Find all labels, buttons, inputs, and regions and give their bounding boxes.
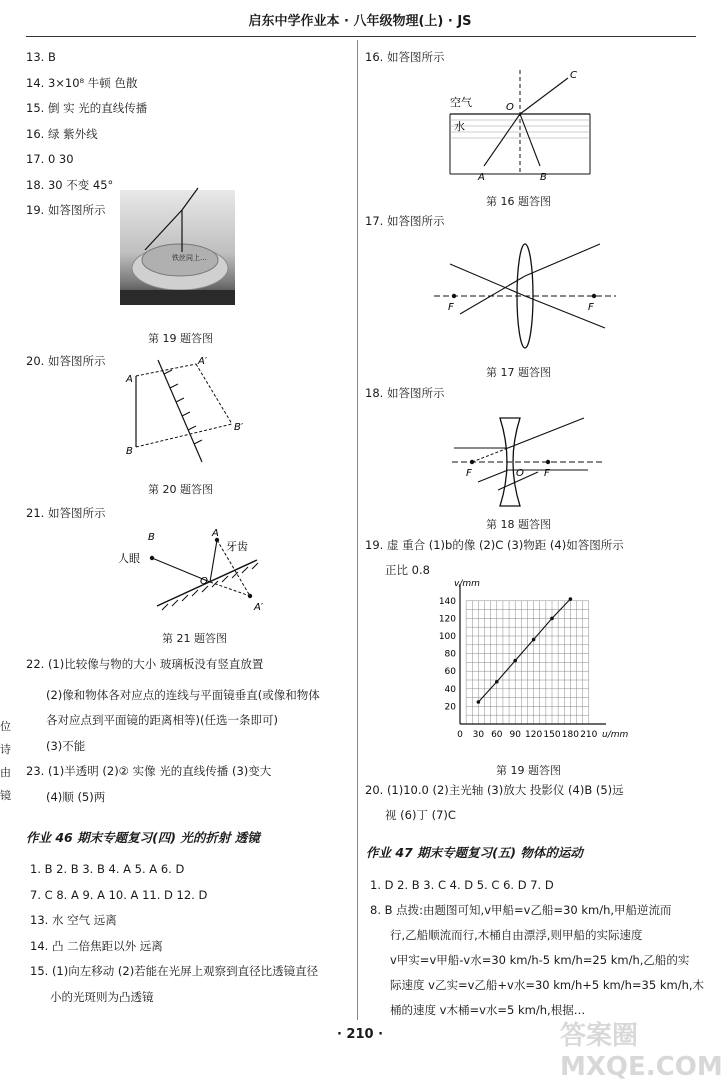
line-l46_14: 14. 凸 二倍焦距以外 远离 <box>30 939 163 953</box>
line-l13: 13. B <box>26 50 56 64</box>
side-mark: 由 <box>0 766 11 779</box>
section-title-s46: 作业 46 期末专题复习(四) 光的折射 透镜 <box>26 830 260 845</box>
line-r18: 18. 如答图所示 <box>365 386 445 400</box>
fig21-caption: 第 21 题答图 <box>162 632 227 645</box>
side-mark: 位 <box>0 720 11 733</box>
chart-x-tick-label: 60 <box>491 730 503 740</box>
header-rule <box>26 36 696 37</box>
fig19-caption: 第 19 题答图 <box>148 332 213 345</box>
fig16-diagram <box>440 66 600 184</box>
fig19r-caption: 第 19 题答图 <box>496 764 561 777</box>
chart-data-point <box>495 680 499 684</box>
line-l18: 18. 30 不变 45° <box>26 178 114 192</box>
line-r19b: 正比 0.8 <box>385 563 430 577</box>
chart-x-tick-label: 120 <box>525 730 543 740</box>
chart-data-point <box>532 638 536 642</box>
chart-y-tick-label: 100 <box>438 632 456 642</box>
fig21-label-eye: 人眼 <box>118 552 140 565</box>
fig17-label-f1: F <box>448 302 454 313</box>
fig17-caption: 第 17 题答图 <box>486 366 551 379</box>
line-l46_15a: 15. (1)向左移动 (2)若能在光屏上观察到直径比透镜直径 <box>30 964 319 978</box>
line-r20b: 视 (6)丁 (7)C <box>385 808 456 822</box>
line-l22c: 各对应点到平面镜的距离相等)(任选一条即可) <box>46 713 278 727</box>
fig20-label-a: A <box>126 374 133 385</box>
page-header: 启东中学作业本 · 八年级物理(上) · JS <box>248 14 472 29</box>
chart-y-tick-label: 60 <box>444 667 456 678</box>
fig18-label-o: O <box>516 468 524 479</box>
line-l22d: (3)不能 <box>46 739 86 753</box>
fig16-label-b: B <box>540 172 547 183</box>
fig16-label-a: A <box>478 172 485 183</box>
chart-x-tick-label: 30 <box>472 730 485 740</box>
line-l19: 19. 如答图所示 <box>26 203 106 217</box>
fig18-diagram <box>448 410 608 510</box>
line-r47_1: 1. D 2. B 3. C 4. D 5. C 6. D 7. D <box>370 878 554 892</box>
fig20-diagram <box>120 352 260 467</box>
fig16-label-water: 水 <box>454 120 465 133</box>
fig19-photo-overlay <box>120 190 235 305</box>
line-l22a: 22. (1)比较像与物的大小 玻璃板没有竖直放置 <box>26 657 264 671</box>
chart-y-tick-label: 20 <box>444 702 456 713</box>
fig21-label-a: A <box>212 528 219 539</box>
fig20-caption: 第 20 题答图 <box>148 483 213 496</box>
fig16-label-air: 空气 <box>450 96 472 109</box>
line-l46_7: 7. C 8. A 9. A 10. A 11. D 12. D <box>30 888 208 902</box>
fig21-label-b: B <box>148 532 155 543</box>
chart-data-point <box>550 617 554 621</box>
fig17-label-f2: F <box>588 302 594 313</box>
fig20-label-b: B <box>126 446 133 457</box>
chart-data-point <box>513 659 517 663</box>
chart-x-tick-label: 90 <box>509 730 521 740</box>
line-l23a: 23. (1)半透明 (2)② 实像 光的直线传播 (3)变大 <box>26 764 272 778</box>
chart-y-tick-label: 140 <box>438 596 456 607</box>
watermark-text: 答案圈 MXQE.COM <box>560 1021 723 1082</box>
line-r47_8a: 8. B 点拨:由题图可知,v甲船=v乙船=30 km/h,甲船逆流而 <box>370 903 672 917</box>
chart-data-point <box>477 700 481 704</box>
fig18-caption: 第 18 题答图 <box>486 518 551 531</box>
fig18-label-f1: F <box>466 468 472 479</box>
chart-series-line <box>478 599 570 702</box>
fig21-label-o: O <box>200 576 208 587</box>
fig19-chart <box>420 579 630 746</box>
chart-x-tick-label: 0 <box>457 730 463 740</box>
chart-y-tick-label: 120 <box>438 614 456 625</box>
section-title-s47: 作业 47 期末专题复习(五) 物体的运动 <box>366 845 583 860</box>
line-r17: 17. 如答图所示 <box>365 214 445 228</box>
side-mark: 镜 <box>0 789 11 802</box>
chart-y-axis-label: v/mm <box>454 579 480 589</box>
line-l46_13: 13. 水 空气 远离 <box>30 913 117 927</box>
line-r16: 16. 如答图所示 <box>365 50 445 64</box>
line-l16: 16. 绿 紫外线 <box>26 127 98 141</box>
fig21-label-tooth: 牙齿 <box>226 540 248 553</box>
line-r19a: 19. 虚 重合 (1)b的像 (2)C (3)物距 (4)如答图所示 <box>365 538 624 552</box>
fig20-label-b2: B′ <box>234 422 244 433</box>
fig16-caption: 第 16 题答图 <box>486 195 551 208</box>
fig19-photo-label: 铁丝同上… <box>172 254 207 262</box>
fig21-diagram <box>112 526 272 616</box>
line-l46_15b: 小的光斑则为凸透镜 <box>50 990 154 1004</box>
chart-x-axis-label: u/mm <box>602 730 629 740</box>
side-mark: 诗 <box>0 743 11 756</box>
line-r47_8b: 行,乙船顺流而行,木桶自由漂浮,则甲船的实际速度 <box>390 928 643 942</box>
line-r20a: 20. (1)10.0 (2)主光轴 (3)放大 投影仪 (4)B (5)远 <box>365 783 624 797</box>
line-r47_8c: v甲实=v甲船-v水=30 km/h-5 km/h=25 km/h,乙船的实 <box>390 953 690 967</box>
fig19-photo <box>120 190 235 305</box>
line-l17: 17. 0 30 <box>26 152 74 166</box>
line-l46_1: 1. B 2. B 3. B 4. A 5. A 6. D <box>30 862 185 876</box>
fig20-label-a2: A′ <box>198 356 208 367</box>
chart-data-point <box>569 597 573 601</box>
chart-y-tick-label: 80 <box>444 649 456 660</box>
chart-x-tick-label: 210 <box>580 730 598 740</box>
line-r47_8e: 桶的速度 v木桶=v水=5 km/h,根据… <box>390 1003 586 1017</box>
fig16-label-o: O <box>506 102 514 113</box>
page-number: · 210 · <box>336 1027 384 1042</box>
chart-x-tick-label: 180 <box>561 730 579 740</box>
line-l15: 15. 倒 实 光的直线传播 <box>26 101 148 115</box>
fig18-label-f2: F <box>544 468 550 479</box>
line-l20: 20. 如答图所示 <box>26 354 106 368</box>
line-l22b: (2)像和物体各对应点的连线与平面镜垂直(或像和物体 <box>46 688 320 702</box>
column-divider <box>357 40 358 1020</box>
chart-y-tick-label: 40 <box>444 684 456 695</box>
line-l23b: (4)顺 (5)两 <box>46 790 106 804</box>
line-l14: 14. 3×10⁸ 牛顿 色散 <box>26 76 138 90</box>
fig21-label-a2: A′ <box>254 602 264 613</box>
chart-x-tick-label: 150 <box>543 730 561 740</box>
line-r47_8d: 际速度 v乙实=v乙船+v水=30 km/h+5 km/h=35 km/h,木 <box>390 978 705 992</box>
fig17-diagram <box>430 236 620 354</box>
line-l21: 21. 如答图所示 <box>26 506 106 520</box>
fig16-label-c: C <box>570 70 577 81</box>
